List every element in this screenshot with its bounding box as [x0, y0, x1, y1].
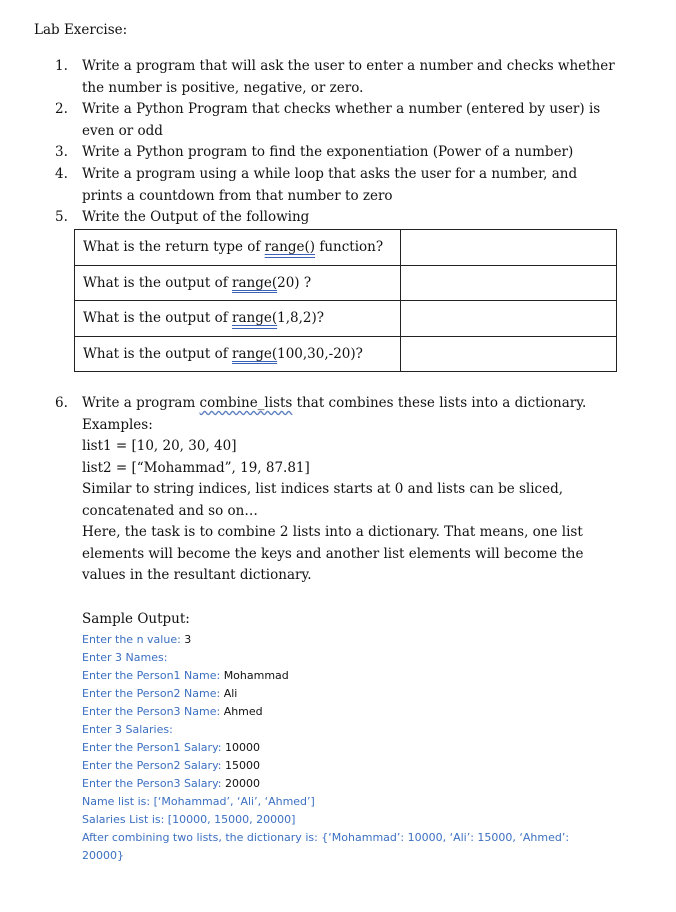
sample-value: 15000: [224, 759, 260, 772]
sample-line: [82, 757, 260, 775]
question-code: range(: [232, 274, 278, 291]
item-text: Write a program: [82, 395, 200, 411]
sample-prompt: Enter the Person1 Salary:: [82, 741, 225, 754]
item-text-line: Write a Python Program that checks whether a number (entered by user) is: [82, 101, 601, 117]
item-text-line: Write a program using a while loop that asks the user for a number, and: [82, 166, 578, 182]
answer-cell[interactable]: [401, 336, 617, 372]
answer-cell[interactable]: [401, 265, 617, 301]
item-text-line: prints a countdown from that number to zero: [82, 187, 393, 204]
sample-prompt: Salaries List is: [10000, 15000, 20000]: [82, 813, 296, 826]
question-cell: [75, 265, 401, 301]
sample-prompt: Enter the Person3 Salary:: [82, 777, 225, 790]
answer-cell[interactable]: [401, 301, 617, 337]
sample-prompt: Enter 3 Salaries:: [82, 723, 173, 736]
sample-prompt: Name list is: [‘Mohammad’, ‘Ali’, ‘Ahmed’]: [82, 795, 315, 808]
sample-value: Mohammad: [223, 669, 289, 682]
sample-value: 20000: [224, 777, 260, 790]
question-code: range(: [232, 310, 278, 327]
question-cell: [75, 336, 401, 372]
sample-value: 10000: [224, 741, 260, 754]
sample-value: Ahmed: [223, 705, 263, 718]
sample-prompt: Enter the Person2 Salary:: [82, 759, 225, 772]
sample-line: [82, 829, 569, 847]
table-row: [75, 230, 617, 266]
answer-cell[interactable]: [401, 230, 617, 266]
question-text: 20) ?: [277, 274, 312, 291]
sample-line: [82, 631, 191, 649]
question-cell: [75, 230, 401, 266]
sample-prompt: Enter the n value:: [82, 633, 185, 646]
item-number: 3.: [55, 144, 68, 160]
page-heading: Lab Exercise:: [34, 22, 128, 38]
item-number: 4.: [55, 166, 68, 182]
sample-line: [82, 667, 289, 685]
question-text: What is the output of: [83, 274, 232, 291]
sample-line: [82, 685, 237, 703]
question-text: What is the return type of: [83, 239, 265, 256]
paragraph-line: values in the resultant dictionary.: [82, 567, 312, 583]
item-text-line: even or odd: [82, 122, 163, 139]
sample-prompt: Enter the Person1 Name:: [82, 669, 224, 682]
question-cell: [75, 301, 401, 337]
sample-line: [82, 847, 124, 865]
sample-prompt: 20000}: [82, 849, 124, 862]
question-text: 100,30,-20)?: [277, 345, 363, 362]
sample-line: [82, 793, 315, 811]
item-text-line: Write a Python program to find the exponentiation (Power of a number): [82, 144, 574, 160]
question-code: range(: [232, 345, 278, 362]
paragraph-line: Similar to string indices, list indices starts at 0 and lists can be sliced,: [82, 481, 564, 497]
sample-line: [82, 649, 167, 667]
sample-prompt: Enter the Person2 Name:: [82, 687, 224, 700]
list2-example: list2 = [“Mohammad”, 19, 87.81]: [82, 459, 310, 476]
examples-label: Examples:: [82, 416, 153, 433]
sample-value: 3: [184, 633, 192, 646]
sample-line: [82, 721, 173, 739]
table-row: [75, 336, 617, 372]
sample-line: [82, 739, 260, 757]
list1-example: list1 = [10, 20, 30, 40]: [82, 438, 237, 454]
question-text: 1,8,2)?: [277, 310, 324, 327]
sample-prompt: Enter 3 Names:: [82, 651, 168, 664]
item-text-line: Write a program that will ask the user to enter a number and checks whether: [82, 58, 615, 74]
sample-line: [82, 775, 260, 793]
table-row: [75, 301, 617, 337]
paragraph-line: Here, the task is to combine 2 lists into a dictionary. That means, one list: [82, 524, 583, 540]
output-question-table: [74, 229, 617, 372]
sample-prompt: Enter the Person3 Name:: [82, 705, 224, 718]
item-text: that combines these lists into a dictionary.: [292, 395, 587, 411]
item-number: 2.: [55, 101, 68, 117]
item-text-line: the number is positive, negative, or zero.: [82, 79, 364, 96]
item-number: 5.: [55, 209, 68, 225]
question-code: range(): [264, 239, 316, 256]
function-name: combine_lists: [199, 395, 293, 411]
sample-prompt: After combining two lists, the dictionary is: {‘Mohammad’: 10000, ‘Ali’: 15000, ‘Ahmed’:: [82, 831, 570, 844]
question-text: What is the output of: [83, 345, 232, 362]
paragraph-line: elements will become the keys and another list elements will become the: [82, 545, 584, 562]
paragraph-line: concatenated and so on…: [82, 502, 258, 519]
item-number: 1.: [55, 58, 68, 74]
sample-line: [82, 811, 295, 829]
question-text: function?: [315, 239, 384, 256]
item-text-line: Write the Output of the following: [82, 209, 310, 225]
question-text: What is the output of: [83, 310, 232, 327]
item-number: 6.: [55, 395, 68, 411]
sample-output-title: Sample Output:: [82, 611, 190, 627]
sample-line: [82, 703, 263, 721]
item-text-line: [82, 393, 622, 415]
sample-value: Ali: [223, 687, 238, 700]
table-row: [75, 265, 617, 301]
